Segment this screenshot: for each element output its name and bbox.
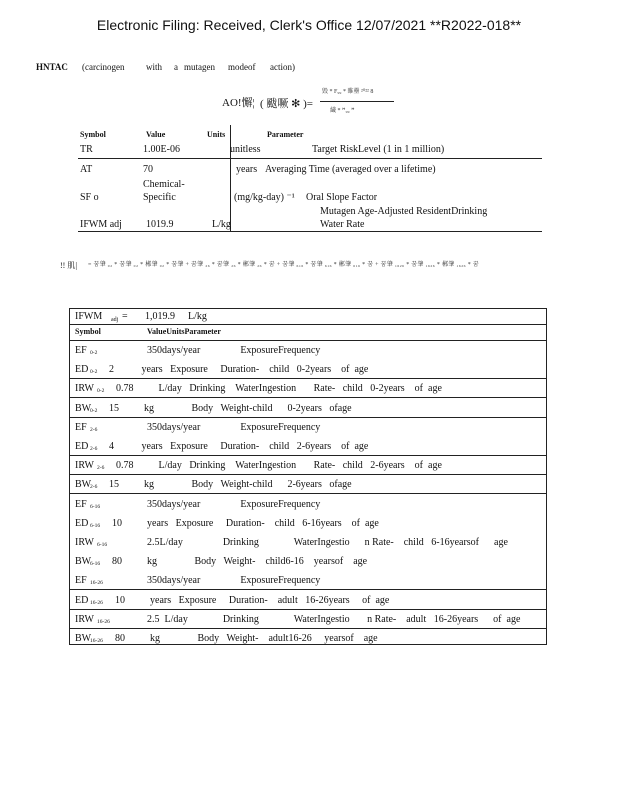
- row-symbol: ED: [75, 364, 89, 376]
- t1-row-parameter: Mutagen Age-Adjusted ResidentDrinking Water Rate: [320, 206, 488, 230]
- table-row: [70, 418, 546, 437]
- row-symbol: IRW: [75, 613, 94, 625]
- t1-row-value: 1.00E-06: [143, 144, 180, 155]
- parameter-table-2: [69, 308, 547, 645]
- table-row: [70, 629, 546, 648]
- row-symbol: EF: [75, 345, 87, 356]
- intro-word: mutagen: [184, 62, 215, 72]
- row-subscript: 16-26: [90, 580, 103, 587]
- row-subscript: 6-16: [90, 522, 101, 529]
- row-symbol: ED: [75, 594, 89, 606]
- intro-word: modeof: [228, 62, 256, 72]
- table-row: [70, 571, 546, 590]
- table-row: [70, 475, 546, 494]
- row-details: 350days/year ExposureFrequency: [147, 345, 321, 356]
- t2-top-symbol: IFWM: [75, 311, 103, 322]
- t1-row-units: (mg/kg-day) ⁻¹: [234, 192, 295, 203]
- intro-label: HNTAC: [36, 62, 68, 72]
- t1-divider: [230, 125, 231, 231]
- row-symbol: IRW: [75, 383, 94, 395]
- row-subscript: 6-16: [90, 561, 101, 568]
- row-details: 15 kg Body Weight-child 2-6years ofage: [109, 479, 352, 491]
- t1-header-parameter: Parameter: [267, 130, 304, 139]
- row-subscript: 6-16: [97, 542, 108, 548]
- t1-rule: [78, 231, 542, 232]
- t1-row-symbol: IFWM adj: [80, 219, 122, 230]
- row-details: 0.78 L/day Drinking WaterIngestion Rate- child 0-2years of age: [116, 383, 442, 395]
- row-details: 350days/year ExposureFrequency: [147, 575, 321, 587]
- intro-word: (carcinogen: [82, 62, 125, 72]
- table-row: [70, 591, 546, 610]
- t2-top-row: [70, 309, 546, 325]
- t1-row-units: unitless: [230, 144, 261, 155]
- table-row: [70, 399, 546, 418]
- t2-header-rest: ValueUnitsParameter: [147, 327, 221, 336]
- table-row: [70, 360, 546, 379]
- row-details: 10 years Exposure Duration- adult 16-26years of age: [115, 594, 390, 606]
- t1-row-parameter: Target RiskLevel (1 in 1 million): [312, 144, 445, 155]
- t2-header-symbol: Symbol: [75, 327, 101, 336]
- row-symbol: IRW: [75, 460, 94, 472]
- formula1-middle: ( 颰噘 ✻ )=: [260, 98, 313, 110]
- t1-header-value: Value: [146, 130, 166, 139]
- t1-rule: [78, 158, 542, 159]
- table-row: [70, 437, 546, 456]
- row-symbol: ED: [75, 441, 89, 452]
- formula2-body: = 꿈肇 ₀₂ * 꿈肇 ₀₂ * 郴肇 ₀₂ * 꿈肇 + 꿈肇 ₂₆ * 꿈肇 ₂₆ * 郴肇 ₂₆ * 꿈 + 꿈肇 ₆₁₆ * 꿈肇 ₆₁₆ * 郴肇 ₆₁₆ * 꿈 + 꿈肇 ₁₆₂₆ * 꿈肇 ₁₆₂₆ * 郴肇 ₁₆₂₆ * 꿈: [88, 262, 479, 268]
- row-symbol: EF: [75, 498, 87, 510]
- table-row: [70, 533, 546, 552]
- intro-word: a: [174, 62, 178, 72]
- row-symbol: ED: [75, 517, 89, 529]
- row-details: 2.5 L/day Drinking WaterIngestio n Rate- adult 16-26years of age: [147, 613, 521, 625]
- row-symbol: BW: [75, 556, 92, 568]
- table-row: [70, 341, 546, 360]
- row-subscript: 2-6: [90, 446, 98, 452]
- row-details: 350days/year ExposureFrequency: [147, 498, 321, 510]
- t1-row-symbol: SF o: [80, 192, 99, 203]
- table-row: [70, 610, 546, 629]
- row-symbol: BW: [75, 402, 92, 414]
- table-row: [70, 456, 546, 475]
- t1-row-parameter: Oral Slope Factor: [306, 192, 378, 203]
- row-subscript: 2-6: [90, 484, 98, 491]
- row-symbol: IRW: [75, 537, 94, 548]
- row-subscript: 0-2: [97, 388, 105, 395]
- table-row: [70, 514, 546, 533]
- row-subscript: 16-26: [97, 618, 110, 625]
- table-row: [70, 379, 546, 398]
- formula1-numerator: 毁 * F₉₉ * 睢壘 ²⁰²² 8: [322, 89, 374, 95]
- table-row: [70, 495, 546, 514]
- row-details: 0.78 L/day Drinking WaterIngestion Rate- child 2-6years of age: [116, 460, 442, 472]
- row-details: 2.5L/day Drinking WaterIngestio n Rate- child 6-16yearsof age: [147, 537, 508, 548]
- formula1-fraction-bar: [320, 101, 394, 102]
- t2-top-sub: adj: [111, 317, 119, 323]
- row-subscript: 0-2: [90, 407, 98, 414]
- row-subscript: 2-6: [90, 426, 98, 433]
- row-symbol: BW: [75, 479, 92, 491]
- row-symbol: EF: [75, 421, 87, 433]
- row-subscript: 16-26: [90, 638, 103, 644]
- t1-header-units: Units: [207, 130, 226, 139]
- t2-header-row: [70, 325, 546, 341]
- t1-row-value: 70: [143, 164, 153, 175]
- t2-top-value: 1,019.9: [145, 311, 175, 322]
- intro-word: action): [270, 62, 295, 72]
- filing-header: Electronic Filing: Received, Clerk's Office 12/07/2021 **R2022-018**: [96, 17, 522, 33]
- t1-header-symbol: Symbol: [80, 130, 106, 139]
- table-row: [70, 552, 546, 571]
- t2-top-units: L/kg: [188, 311, 207, 322]
- row-subscript: 6-16: [90, 503, 101, 510]
- row-symbol: EF: [75, 575, 87, 587]
- row-details: 80 kg Body Weight- child6-16 yearsof age: [112, 556, 368, 568]
- row-subscript: 0-2: [90, 369, 98, 376]
- t2-top-eq: =: [122, 311, 128, 322]
- t1-row-parameter: Averaging Time (averaged over a lifetime): [265, 164, 436, 175]
- t1-row-value: Chemical- Specific: [143, 179, 185, 203]
- row-subscript: 0-2: [90, 350, 98, 356]
- row-details: 15 kg Body Weight-child 0-2years ofage: [109, 402, 352, 414]
- intro-word: with: [146, 62, 163, 72]
- row-symbol: BW: [75, 633, 92, 644]
- row-details: 80 kg Body Weight- adult16-26 yearsof age: [115, 633, 378, 644]
- row-details: 10 years Exposure Duration- child 6-16years of age: [112, 517, 379, 529]
- t1-row-value: 1019.9: [146, 219, 174, 230]
- t1-row-symbol: AT: [80, 164, 93, 175]
- row-details: 4 years Exposure Duration- child 2-6years of age: [109, 441, 369, 452]
- t1-row-units: L/kg: [212, 219, 231, 230]
- t1-row-units: years: [236, 164, 258, 175]
- row-details: 350days/year ExposureFrequency: [147, 421, 321, 433]
- formula1-lhs: AO!懈¦: [222, 97, 255, 109]
- row-subscript: 16-26: [90, 599, 103, 606]
- row-details: 2 years Exposure Duration- child 0-2years of age: [109, 364, 369, 376]
- t1-row-symbol: TR: [80, 144, 93, 155]
- row-subscript: 2-6: [97, 465, 105, 472]
- formula1-denominator: 繊 * ꟸ₉₉ ꟸ: [330, 108, 355, 114]
- formula2-lhs: !! 肌|: [60, 261, 77, 270]
